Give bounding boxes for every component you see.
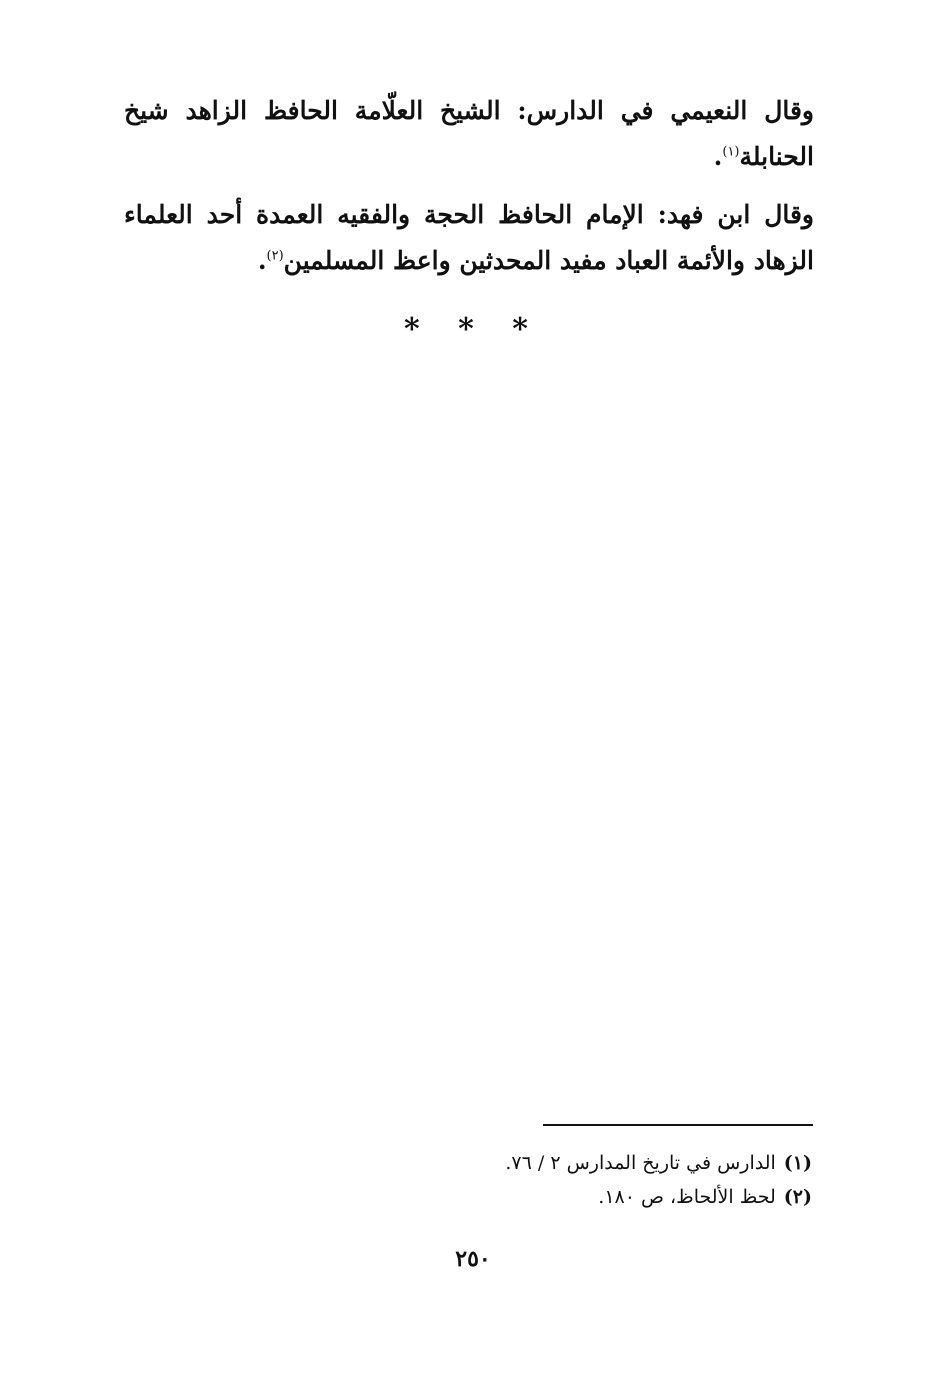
footnote-1-number: (١) bbox=[783, 1152, 812, 1174]
footnote-ref-1: (١) bbox=[722, 144, 740, 160]
paragraph-2-text: وقال ابن فهد: الإمام الحافظ الحجة والفقيه العمدة أحد العلماء الزهاد والأئمة العباد مفيد المحدثين واعظ المسلمين bbox=[124, 200, 814, 275]
footnote-ref-2: (٢) bbox=[266, 248, 284, 264]
section-separator: * * * bbox=[404, 312, 542, 347]
footnote-2-text: لحظ الألحاظ، ص ١٨٠. bbox=[598, 1186, 776, 1208]
footnotes bbox=[400, 1146, 812, 1214]
footnote-1 bbox=[400, 1146, 812, 1180]
page-number: ٢٥٠ bbox=[455, 1246, 491, 1272]
footnote-1-text: الدارس في تاريخ المدارس ٢ / ٧٦. bbox=[505, 1152, 776, 1174]
paragraph-2 bbox=[124, 192, 814, 284]
footnote-2-number: (٢) bbox=[783, 1186, 812, 1208]
footnote-divider bbox=[543, 1124, 813, 1126]
paragraph-1-text: وقال النعيمي في الدارس: الشيخ العلّامة الحافظ الزاهد شيخ الحنابلة bbox=[124, 96, 814, 171]
paragraph-1-end: . bbox=[713, 142, 723, 171]
paragraph-2-end: . bbox=[257, 246, 267, 275]
paragraph-1 bbox=[124, 88, 814, 180]
footnote-2 bbox=[400, 1180, 812, 1214]
